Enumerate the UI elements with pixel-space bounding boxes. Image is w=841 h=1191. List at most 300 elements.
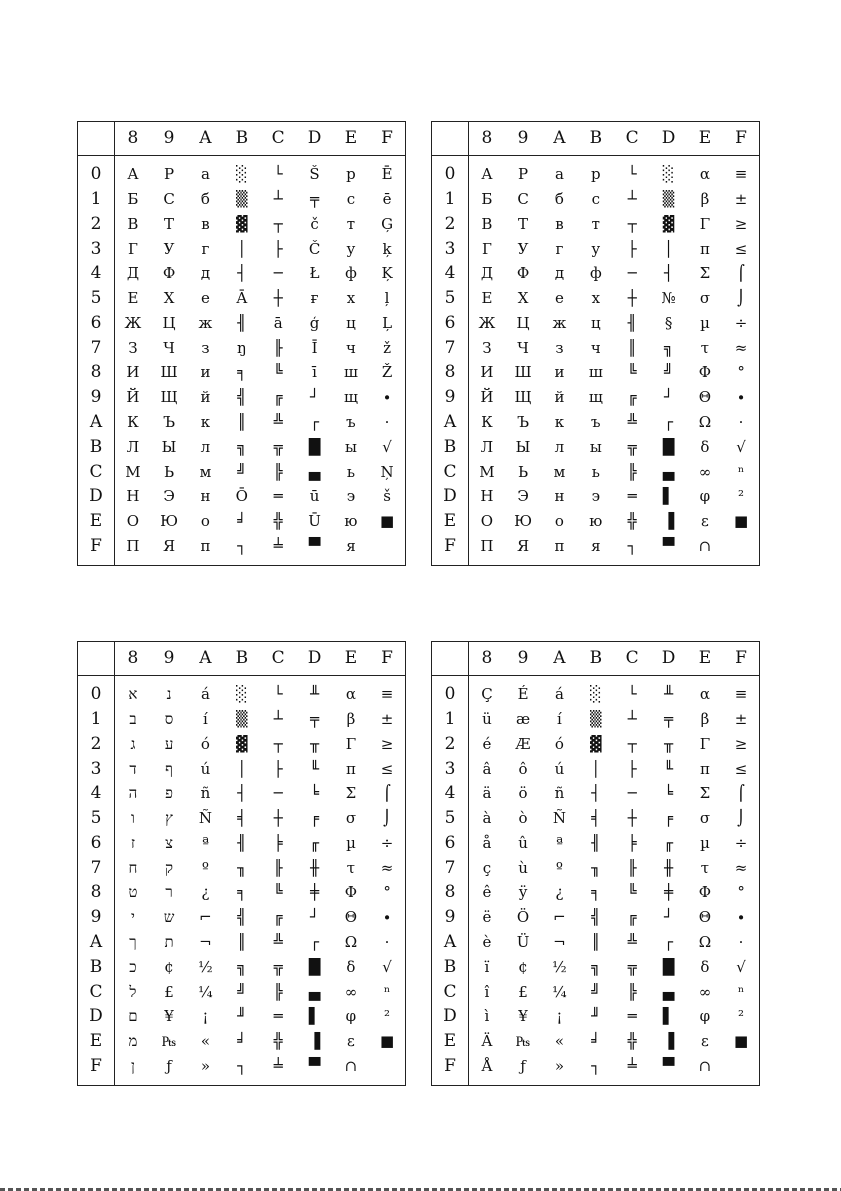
- char-cell: С: [163, 189, 175, 208]
- row-header: 5: [432, 286, 469, 311]
- char-cell: é: [482, 734, 492, 753]
- char-cell: Ч: [163, 338, 175, 357]
- table-row: [78, 905, 406, 930]
- char-cell: ½: [198, 957, 213, 976]
- column-header: F: [369, 642, 405, 676]
- row-header: D: [432, 1004, 469, 1029]
- table-row: [78, 980, 406, 1005]
- column-header: F: [723, 122, 759, 156]
- char-cell: ┬: [627, 214, 637, 233]
- char-cell: ┬: [273, 214, 283, 233]
- table-row: [78, 286, 406, 311]
- char-cell: ш: [588, 363, 603, 382]
- row-header: C: [78, 460, 115, 485]
- char-cell: [723, 534, 759, 566]
- table-row: [78, 757, 406, 782]
- char-cell: ķ: [382, 239, 392, 258]
- char-cell: û: [518, 833, 528, 852]
- char-cell: ╩: [627, 932, 637, 951]
- char-cell: ε: [701, 1032, 709, 1051]
- char-cell: ü: [482, 709, 492, 728]
- char-cell: τ: [346, 858, 356, 877]
- char-cell: Ä: [481, 1032, 493, 1051]
- row-header: 0: [432, 676, 469, 707]
- table-row: [432, 930, 760, 955]
- table-row: [78, 1004, 406, 1029]
- char-cell: ²: [738, 487, 745, 506]
- char-cell: º: [555, 858, 563, 877]
- char-cell: Ö: [516, 908, 530, 927]
- char-cell: ф: [589, 264, 602, 283]
- char-cell: ▒: [662, 189, 675, 208]
- char-cell: ┘: [664, 388, 674, 407]
- table-row: [432, 435, 760, 460]
- char-cell: ъ: [346, 412, 356, 431]
- char-cell: ╟: [273, 338, 283, 357]
- char-cell: В: [127, 214, 139, 233]
- char-cell: ц: [346, 313, 356, 332]
- char-cell: ╬: [627, 1032, 637, 1051]
- char-cell: д: [554, 264, 565, 283]
- char-cell: ▓: [236, 734, 248, 753]
- char-cell: т: [346, 214, 356, 233]
- char-cell: α: [699, 165, 710, 184]
- char-cell: е: [200, 289, 210, 308]
- char-cell: å: [482, 833, 492, 852]
- char-cell: ┴: [273, 189, 283, 208]
- char-cell: Φ: [698, 363, 712, 382]
- char-cell: [369, 1054, 405, 1086]
- char-cell: ä: [482, 784, 492, 803]
- char-cell: ⁿ: [383, 982, 391, 1001]
- char-cell: ±: [734, 709, 748, 728]
- char-cell: ░: [590, 685, 602, 704]
- char-cell: │: [664, 239, 674, 258]
- table-row: [432, 534, 760, 566]
- char-cell: ±: [380, 709, 394, 728]
- char-cell: ∙: [383, 908, 391, 927]
- char-cell: ╦: [273, 437, 283, 456]
- char-cell: ▌: [662, 1007, 675, 1026]
- row-header: 3: [432, 757, 469, 782]
- char-cell: а: [200, 165, 210, 184]
- char-cell: Ъ: [517, 412, 530, 431]
- table-row: [432, 212, 760, 237]
- char-cell: ж: [552, 313, 567, 332]
- char-cell: Ō: [235, 487, 248, 506]
- table-row: [78, 930, 406, 955]
- char-cell: ┌: [310, 412, 320, 431]
- row-header: 4: [78, 261, 115, 286]
- column-header: B: [578, 642, 614, 676]
- char-cell: °: [737, 363, 745, 382]
- char-cell: ≡: [734, 165, 748, 184]
- char-cell: ғ: [310, 289, 319, 308]
- column-header: A: [541, 122, 577, 156]
- char-cell: δ: [700, 437, 710, 456]
- table-row: [432, 187, 760, 212]
- char-cell: Ž: [381, 363, 393, 382]
- char-cell: ▄: [662, 462, 675, 481]
- row-header: A: [432, 410, 469, 435]
- char-cell: ף: [165, 759, 173, 778]
- table-row: [432, 732, 760, 757]
- char-cell: ─: [273, 264, 283, 283]
- char-cell: ₧: [161, 1032, 177, 1051]
- char-cell: ≈: [380, 858, 394, 877]
- char-cell: ▐: [662, 1032, 675, 1051]
- char-cell: č: [310, 214, 319, 233]
- char-cell: б: [200, 189, 210, 208]
- char-cell: ╔: [627, 908, 637, 927]
- char-cell: ö: [518, 784, 528, 803]
- char-cell: Ж: [478, 313, 496, 332]
- char-cell: Ь: [518, 462, 529, 481]
- char-cell: э: [591, 487, 601, 506]
- char-cell: █: [308, 437, 321, 456]
- char-cell: и: [554, 363, 565, 382]
- table-row: [78, 187, 406, 212]
- char-cell: ╨: [310, 685, 320, 704]
- column-header-row: [78, 642, 406, 676]
- char-cell: а: [554, 165, 564, 184]
- column-header: 8: [115, 122, 151, 156]
- char-cell: ·: [384, 412, 390, 431]
- char-cell: ┼: [273, 809, 283, 828]
- row-header: 3: [78, 757, 115, 782]
- char-cell: ▀: [662, 536, 675, 555]
- char-cell: ┼: [273, 289, 283, 308]
- char-cell: ■: [379, 512, 395, 531]
- char-cell: ע: [164, 734, 174, 753]
- row-header: C: [78, 980, 115, 1005]
- char-cell: ╬: [627, 512, 637, 531]
- char-cell: ±: [734, 189, 748, 208]
- char-cell: Г: [481, 239, 492, 258]
- char-cell: █: [662, 957, 675, 976]
- char-cell: ╣: [237, 908, 247, 927]
- char-cell: ē: [382, 189, 392, 208]
- char-cell: Ю: [514, 512, 533, 531]
- char-cell: ¡: [556, 1007, 563, 1026]
- table-row: [78, 707, 406, 732]
- char-cell: φ: [345, 1007, 357, 1026]
- char-cell: Ч: [517, 338, 529, 357]
- column-header: 8: [469, 642, 505, 676]
- char-cell: Й: [126, 388, 140, 407]
- char-cell: ò: [518, 809, 528, 828]
- char-cell: Х: [163, 289, 175, 308]
- char-cell: Ц: [516, 313, 530, 332]
- char-cell: ļ: [384, 289, 390, 308]
- char-cell: т: [591, 214, 600, 233]
- char-cell: §: [664, 313, 673, 332]
- row-header: 8: [78, 361, 115, 386]
- table-row: [432, 286, 760, 311]
- char-cell: ╠: [273, 462, 283, 481]
- row-header: 8: [78, 881, 115, 906]
- char-cell: ъ: [591, 412, 601, 431]
- char-cell: Д: [480, 264, 494, 283]
- char-cell: מ: [128, 1032, 138, 1051]
- char-cell: ├: [627, 759, 637, 778]
- char-cell: Γ: [345, 734, 357, 753]
- row-header: E: [432, 1029, 469, 1054]
- char-cell: ╛: [237, 512, 247, 531]
- char-cell: ╦: [627, 437, 637, 456]
- char-cell: и: [200, 363, 211, 382]
- corner-cell: [78, 122, 115, 156]
- row-header: 7: [432, 856, 469, 881]
- char-cell: ⌡: [737, 809, 745, 828]
- char-cell: ╘: [310, 784, 320, 803]
- char-cell: ā: [273, 313, 283, 332]
- char-cell: с: [591, 189, 601, 208]
- char-cell: ñ: [200, 784, 211, 803]
- row-header: 3: [78, 237, 115, 262]
- char-cell: É: [517, 685, 529, 704]
- char-cell: ═: [273, 487, 283, 506]
- row-header: 6: [432, 831, 469, 856]
- char-cell: ï: [484, 957, 490, 976]
- column-header: 9: [151, 642, 187, 676]
- char-cell: ╔: [273, 908, 283, 927]
- char-cell: ╣: [591, 908, 601, 927]
- row-header: 9: [432, 905, 469, 930]
- char-cell: я: [591, 536, 601, 555]
- char-cell: ┌: [310, 932, 320, 951]
- char-cell: ╜: [591, 1007, 601, 1026]
- char-cell: й: [554, 388, 565, 407]
- row-header: F: [78, 534, 115, 566]
- char-cell: И: [480, 363, 494, 382]
- table-row: [78, 1029, 406, 1054]
- table-row: [432, 261, 760, 286]
- char-cell: Ш: [160, 363, 178, 382]
- char-cell: ס: [164, 709, 174, 728]
- char-cell: о: [554, 512, 564, 531]
- char-cell: Ü: [516, 932, 530, 951]
- char-cell: А: [481, 165, 493, 184]
- char-cell: ∞: [344, 982, 358, 1001]
- char-cell: Ē: [381, 165, 393, 184]
- table-row: [432, 757, 760, 782]
- column-header: D: [650, 122, 686, 156]
- column-header: 9: [505, 122, 541, 156]
- char-cell: ┴: [627, 189, 637, 208]
- char-cell: ה: [128, 784, 138, 803]
- char-cell: ∞: [698, 462, 712, 481]
- char-cell: ¢: [164, 957, 174, 976]
- table-row: [78, 410, 406, 435]
- char-cell: ь: [591, 462, 600, 481]
- char-cell: ┼: [627, 809, 637, 828]
- char-cell: ░: [662, 165, 675, 184]
- row-header: 0: [78, 676, 115, 707]
- char-cell: п: [200, 536, 211, 555]
- char-cell: К: [127, 412, 139, 431]
- table-row: [432, 1004, 760, 1029]
- table-row: [78, 435, 406, 460]
- char-cell: ÷: [380, 833, 394, 852]
- table-row: [432, 856, 760, 881]
- column-header: 9: [505, 642, 541, 676]
- row-header: 8: [432, 361, 469, 386]
- char-cell: Ñ: [198, 809, 212, 828]
- char-cell: Ы: [515, 437, 531, 456]
- table-row: [78, 806, 406, 831]
- row-header: 7: [432, 336, 469, 361]
- char-cell: ┬: [627, 734, 637, 753]
- column-header: E: [687, 122, 723, 156]
- char-cell: ╝: [237, 982, 247, 1001]
- char-cell: ª: [201, 833, 209, 852]
- char-cell: ╟: [627, 858, 637, 877]
- char-cell: ▀: [308, 536, 321, 555]
- char-cell: τ: [700, 858, 710, 877]
- char-cell: י: [130, 908, 135, 927]
- row-header: B: [432, 955, 469, 980]
- row-header: 9: [78, 905, 115, 930]
- column-header-row: [432, 642, 760, 676]
- char-cell: ╤: [310, 709, 320, 728]
- table-row: [432, 361, 760, 386]
- table-row: [432, 831, 760, 856]
- char-cell: г: [555, 239, 564, 258]
- char-cell: ╬: [273, 512, 283, 531]
- char-cell: ┤: [664, 264, 674, 283]
- char-cell: ▒: [590, 709, 602, 728]
- char-cell: ▓: [590, 734, 602, 753]
- char-cell: Æ: [515, 734, 531, 753]
- char-cell: ▌: [308, 1007, 321, 1026]
- row-header: 3: [432, 237, 469, 262]
- char-cell: ╘: [664, 784, 674, 803]
- char-cell: ε: [701, 512, 709, 531]
- char-cell: █: [308, 957, 321, 976]
- char-cell: á: [554, 685, 564, 704]
- char-cell: Н: [126, 487, 140, 506]
- table-row: [78, 781, 406, 806]
- char-cell: ║: [237, 932, 247, 951]
- char-cell: ∙: [737, 388, 745, 407]
- char-cell: כ: [129, 957, 137, 976]
- char-cell: ≤: [734, 759, 748, 778]
- char-cell: ╓: [664, 833, 674, 852]
- char-cell: ∩: [698, 536, 712, 555]
- row-header: B: [78, 435, 115, 460]
- char-cell: э: [346, 487, 356, 506]
- char-cell: ·: [384, 932, 390, 951]
- char-cell: О: [480, 512, 494, 531]
- table-row: [78, 212, 406, 237]
- char-cell: φ: [699, 1007, 711, 1026]
- char-cell: З: [482, 338, 492, 357]
- column-header: D: [296, 122, 332, 156]
- code-table-hebrew: [77, 641, 406, 1086]
- column-header: C: [614, 642, 650, 676]
- char-cell: ₧: [515, 1032, 531, 1051]
- char-cell: ╗: [237, 957, 247, 976]
- char-cell: ⌡: [383, 809, 391, 828]
- char-cell: ─: [273, 784, 283, 803]
- char-cell: В: [481, 214, 493, 233]
- char-cell: √: [382, 437, 392, 456]
- table-row: [78, 881, 406, 906]
- char-cell: ²: [738, 1007, 745, 1026]
- row-header: F: [432, 534, 469, 566]
- char-cell: Щ: [514, 388, 532, 407]
- table-row: [432, 311, 760, 336]
- table-row: [78, 484, 406, 509]
- char-cell: ╙: [664, 759, 674, 778]
- char-cell: ▒: [236, 709, 248, 728]
- char-cell: ═: [627, 487, 637, 506]
- code-table-cyrillic-1: [77, 121, 406, 566]
- char-cell: ט: [128, 883, 138, 902]
- char-cell: ⌠: [737, 264, 745, 283]
- column-header: A: [541, 642, 577, 676]
- char-cell: צ: [165, 833, 173, 852]
- char-cell: ╣: [237, 388, 247, 407]
- char-cell: е: [554, 289, 564, 308]
- table-row: [78, 732, 406, 757]
- char-cell: ∩: [344, 1056, 358, 1075]
- char-cell: ÷: [734, 313, 748, 332]
- char-cell: ל: [129, 982, 137, 1001]
- char-cell: М: [125, 462, 141, 481]
- row-header: 1: [432, 187, 469, 212]
- char-cell: х: [346, 289, 356, 308]
- row-header: F: [432, 1054, 469, 1086]
- char-cell: Ł: [309, 264, 320, 283]
- char-cell: ╖: [237, 858, 247, 877]
- char-cell: П: [480, 536, 494, 555]
- char-cell: п: [554, 536, 565, 555]
- char-cell: ▌: [662, 487, 675, 506]
- table-row: [78, 261, 406, 286]
- char-cell: ├: [627, 239, 637, 258]
- char-cell: Щ: [160, 388, 178, 407]
- table-row: [78, 361, 406, 386]
- char-cell: └: [627, 165, 637, 184]
- table-row: [432, 881, 760, 906]
- char-cell: ô: [518, 759, 528, 778]
- char-cell: ╠: [273, 982, 283, 1001]
- column-header: B: [224, 642, 260, 676]
- table-row: [78, 856, 406, 881]
- char-cell: ┤: [237, 264, 247, 283]
- char-cell: ╕: [591, 883, 601, 902]
- row-header: C: [432, 460, 469, 485]
- char-cell: ┬: [273, 734, 283, 753]
- char-cell: £: [164, 982, 174, 1001]
- char-cell: ½: [552, 957, 567, 976]
- char-cell: Б: [481, 189, 493, 208]
- char-cell: ī: [312, 363, 317, 382]
- char-cell: ·: [738, 932, 744, 951]
- char-cell: ם: [128, 1007, 138, 1026]
- char-cell: Ω: [344, 932, 358, 951]
- char-cell: П: [126, 536, 140, 555]
- char-cell: ┐: [591, 1056, 601, 1075]
- char-cell: Ķ: [381, 264, 393, 283]
- char-cell: │: [237, 759, 247, 778]
- char-cell: ░: [236, 685, 248, 704]
- char-cell: ÷: [734, 833, 748, 852]
- char-cell: ▓: [236, 214, 248, 233]
- char-cell: ≥: [380, 734, 394, 753]
